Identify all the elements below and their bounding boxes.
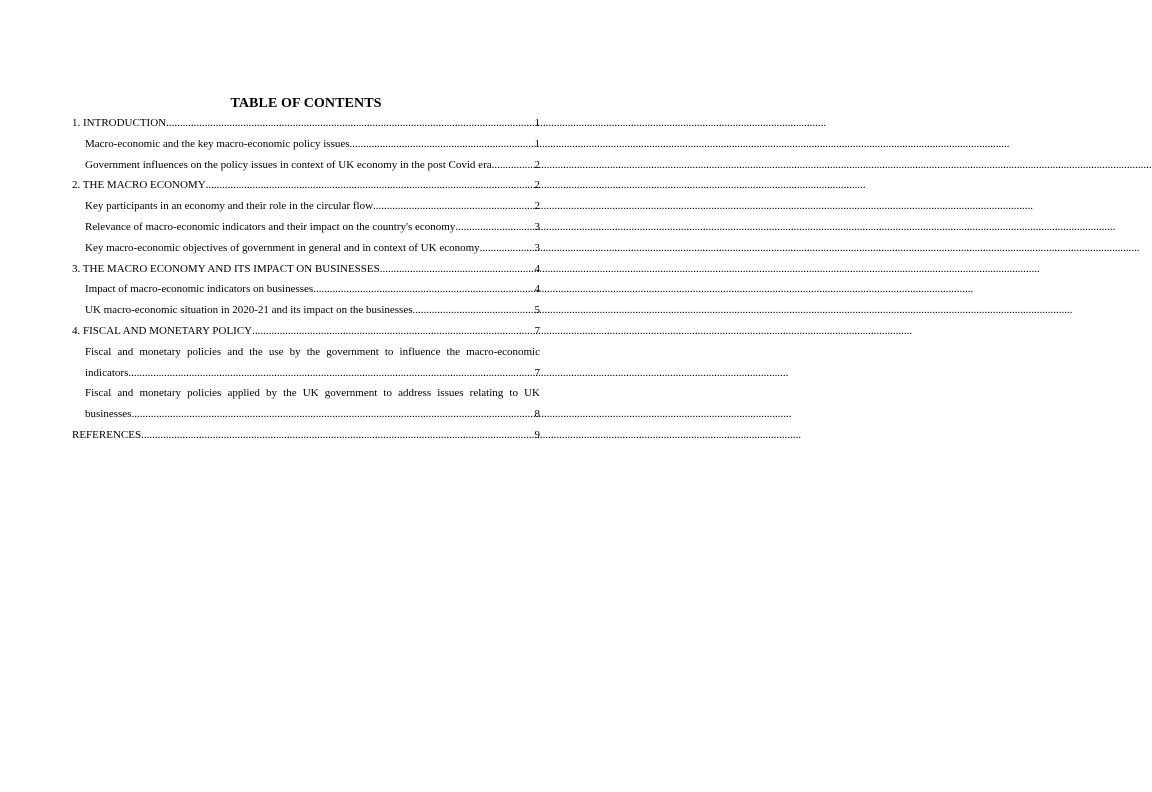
toc-entry-key-participants[interactable] bbox=[72, 196, 540, 217]
toc-page-number: 1 bbox=[534, 137, 540, 150]
toc-entry-text: 3. THE MACRO ECONOMY AND ITS IMPACT ON BUSINESSES bbox=[72, 262, 380, 275]
dot-leader bbox=[413, 300, 535, 321]
toc-entry-uk-situation-2020-21[interactable] bbox=[72, 300, 540, 321]
toc-entry-fiscal-monetary-uk[interactable] bbox=[72, 383, 540, 425]
dot-leader bbox=[206, 175, 535, 196]
toc-page-number: 7 bbox=[534, 324, 540, 337]
toc-entry-text-line1: Fiscal and monetary policies and the use by the government to influence the macro-economic bbox=[85, 345, 540, 358]
dot-leader bbox=[128, 363, 534, 384]
toc-entry-text: 4. FISCAL AND MONETARY POLICY bbox=[72, 324, 253, 337]
dot-leader bbox=[166, 113, 534, 134]
dot-leader bbox=[131, 404, 534, 425]
toc-entry-text: REFERENCES bbox=[72, 428, 142, 441]
toc-entry-text: Key macro-economic objectives of government in general and in context of UK economy bbox=[85, 241, 480, 254]
toc-page-number: 2 bbox=[534, 179, 540, 192]
toc-entry-key-objectives[interactable] bbox=[72, 238, 540, 259]
toc-page-number: 2 bbox=[534, 158, 540, 171]
toc-entry-text: UK macro-economic situation in 2020-21 and its impact on the businesses bbox=[85, 304, 413, 317]
dot-leader bbox=[380, 259, 535, 280]
toc-page-number: 3 bbox=[534, 241, 540, 254]
toc-page-number: 1 bbox=[534, 117, 540, 129]
toc-page-number: 2 bbox=[534, 200, 540, 213]
toc-page-number: 8 bbox=[534, 408, 540, 421]
dot-leader bbox=[141, 425, 534, 446]
toc-title: TABLE OF CONTENTS bbox=[230, 96, 382, 111]
toc-entry-text: Impact of macro-economic indicators on businesses bbox=[85, 283, 314, 296]
toc-entry-impact-of-indicators[interactable] bbox=[72, 279, 540, 300]
toc-entry-macro-economy[interactable] bbox=[72, 175, 540, 196]
toc-page-number: 9 bbox=[534, 428, 540, 441]
toc-page-number: 5 bbox=[534, 304, 540, 317]
toc-entry-text: Relevance of macro-economic indicators and their impact on the country's economy bbox=[85, 220, 456, 233]
toc-entry-impact-on-businesses[interactable] bbox=[72, 259, 540, 280]
toc-entry-relevance-of-indicators[interactable] bbox=[72, 217, 540, 238]
toc-entry-text: Government influences on the policy issues in context of UK economy in the post Covid era bbox=[85, 158, 492, 171]
toc-entry-references[interactable] bbox=[72, 425, 540, 446]
dot-leader bbox=[252, 321, 534, 342]
dot-leader bbox=[313, 279, 534, 300]
toc-page-number: 3 bbox=[534, 220, 540, 233]
toc-entry-fiscal-monetary-policy[interactable] bbox=[72, 321, 540, 342]
dot-leader bbox=[480, 238, 535, 259]
toc-entry-macro-economic-key-issues[interactable] bbox=[72, 134, 540, 155]
toc-entry-text: Key participants in an economy and their role in the circular flow bbox=[85, 200, 374, 213]
toc-page-number: 4 bbox=[534, 262, 540, 275]
toc-entry-introduction[interactable] bbox=[72, 113, 540, 134]
dot-leader bbox=[492, 155, 535, 176]
dot-leader bbox=[373, 196, 534, 217]
dot-leader bbox=[350, 134, 535, 155]
toc-page-number: 7 bbox=[534, 366, 540, 379]
table-of-contents bbox=[72, 113, 540, 446]
toc-entry-text-line2: indicators bbox=[85, 366, 129, 379]
toc-entry-text-line1: Fiscal and monetary policies applied by the UK government to address issues relating to UK bbox=[85, 387, 540, 400]
toc-entry-text: 1. INTRODUCTION bbox=[72, 117, 167, 129]
toc-entry-government-influences[interactable] bbox=[72, 155, 540, 176]
toc-entry-text: Macro-economic and the key macro-economic policy issues bbox=[85, 137, 350, 150]
toc-page-number: 4 bbox=[534, 283, 540, 296]
toc-entry-text-line2: businesses bbox=[85, 408, 132, 421]
dot-leader bbox=[455, 217, 534, 238]
toc-entry-text: 2. THE MACRO ECONOMY bbox=[72, 179, 206, 192]
toc-entry-fiscal-monetary-influence[interactable] bbox=[72, 342, 540, 384]
